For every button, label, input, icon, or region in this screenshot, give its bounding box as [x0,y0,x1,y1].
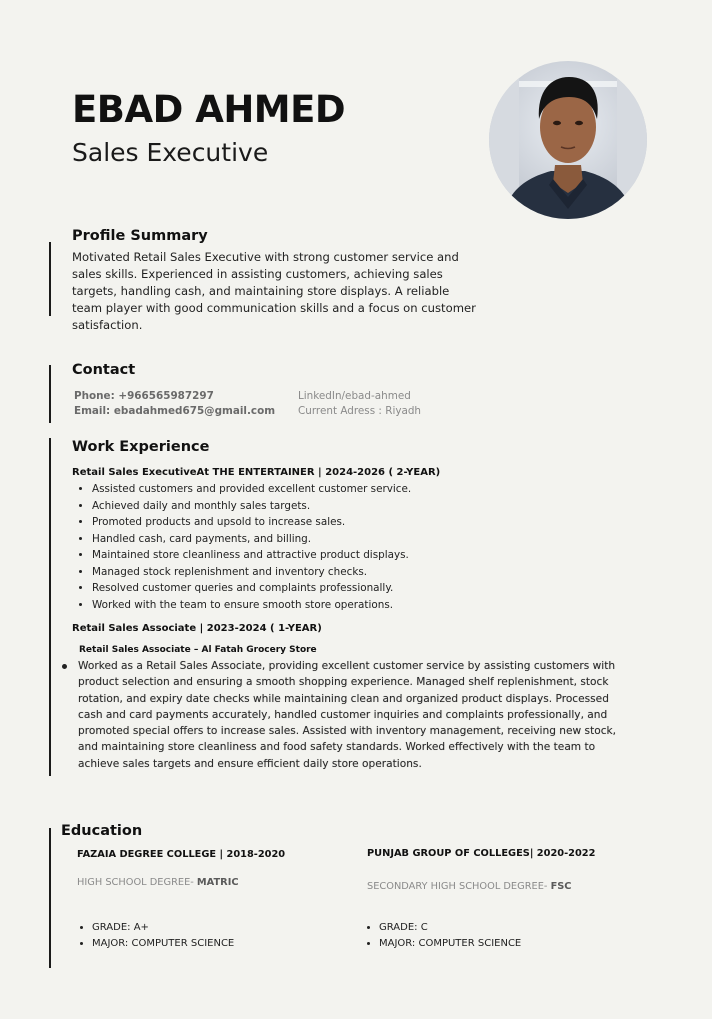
profile-summary-text: Motivated Retail Sales Executive with strong customer service and sales skills. Experienced in assisting customers, achieving sales targets, handling cash, and maintaining store displays. A reliable team player with good communication skills and a focus on customer satisfaction. [72,250,476,332]
contact-heading: Contact [72,362,136,378]
degree-name: FSC [550,881,572,892]
degree-prefix: SECONDARY HIGH SCHOOL DEGREE- [367,881,551,892]
section-divider-bar [49,365,51,423]
address-text: Current Adress : Riyadh [298,405,422,417]
list-item: • Promoted products and upsold to increase sales. [92,514,411,531]
list-item: • GRADE: A+ [92,920,234,936]
profile-summary-heading: Profile Summary [72,228,208,244]
list-item: • Maintained store cleanliness and attractive product displays. [92,547,411,564]
education-left-list [75,920,234,952]
list-item: • MAJOR: COMPUTER SCIENCE [379,936,521,952]
job2-subtitle: Retail Sales Associate – Al Fatah Grocery Store [79,645,317,655]
job2-title: Retail Sales Associate | 2023-2024 ( 1-YEAR) [72,623,322,634]
section-divider-bar [49,242,51,316]
list-item: • MAJOR: COMPUTER SCIENCE [92,936,234,952]
linkedin-text: LinkedIn/ebad-ahmed [298,390,411,402]
job1-bullet-list [72,481,411,613]
candidate-name: EBAD AHMED [72,88,346,131]
portrait-icon [489,61,647,219]
portrait-photo [489,61,647,219]
education-left-degree [77,877,239,888]
list-item: • GRADE: C [379,920,521,936]
job1-title: Retail Sales ExecutiveAt THE ENTERTAINER | 2024-2026 ( 2-YEAR) [72,467,441,478]
list-item: • Achieved daily and monthly sales targets. [92,498,411,515]
section-divider-bar [49,828,51,968]
section-divider-bar [49,438,51,776]
phone-text: Phone: +966565987297 [74,390,214,402]
degree-prefix: HIGH SCHOOL DEGREE- [77,877,197,888]
list-item: • Resolved customer queries and complaints professionally. [92,580,411,597]
list-item: • Managed stock replenishment and inventory checks. [92,564,411,581]
list-item: • Assisted customers and provided excellent customer service. [92,481,411,498]
education-heading: Education [61,823,143,839]
education-right-school: PUNJAB GROUP OF COLLEGES| 2020-2022 [367,848,596,859]
work-experience-heading: Work Experience [72,439,210,455]
education-right-degree [367,881,572,892]
list-item: • Handled cash, card payments, and billing. [92,531,411,548]
job-title: Sales Executive [72,138,269,167]
email-text: Email: ebadahmed675@gmail.com [74,405,276,417]
degree-name: MATRIC [196,877,239,888]
education-right-list [362,920,521,952]
education-left-school: FAZAIA DEGREE COLLEGE | 2018-2020 [77,849,286,860]
list-item: • Worked with the team to ensure smooth store operations. [92,597,411,614]
job2-description: Worked as a Retail Sales Associate, providing excellent customer service by assisting customers with product selection and ensuring a smooth shopping experience. Managed shelf replenishment, stock rotation, and expiry date checks while maintaining clean and organized product displays. Processed cash and card payments accurately, handled customer inquiries and complaints professionally, and promoted special offers to increase sales. Assisted with inventory management, receiving new stock, and maintaining store cleanliness and food safety standards. Worked effectively with the team to achieve sales targets and ensure efficient daily store operations. [78,660,617,770]
